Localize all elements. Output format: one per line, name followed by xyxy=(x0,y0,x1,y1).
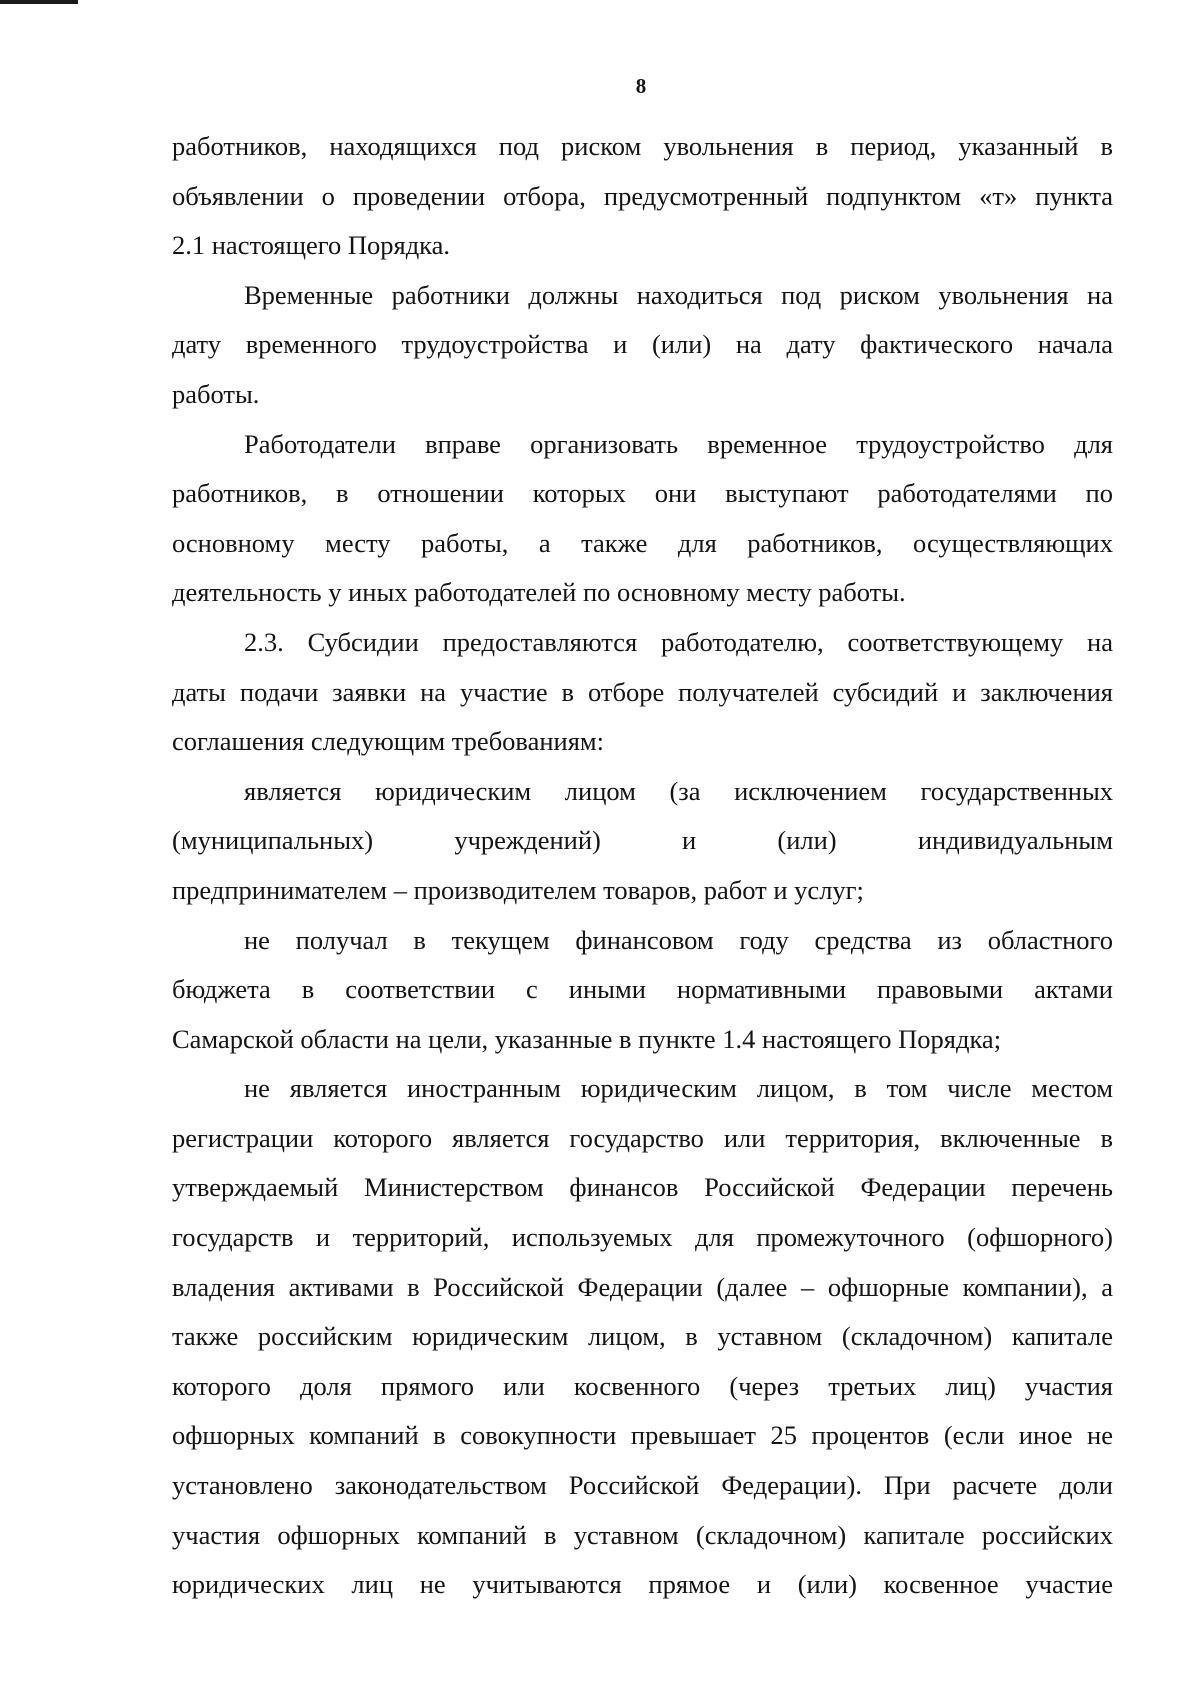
text-line: основному месту работы, а также для работников, осуществляющих xyxy=(172,527,1113,558)
text-line: соглашения следующим требованиям: xyxy=(172,726,605,757)
text-line: регистрации которого является государство или территория, включенные в xyxy=(172,1122,1113,1153)
text-line: является юридическим лицом (за исключением государственных xyxy=(244,775,1113,806)
text-line: которого доля прямого или косвенного (через третьих лиц) участия xyxy=(172,1370,1113,1401)
text-line: государств и территорий, используемых для промежуточного (офшорного) xyxy=(172,1222,1113,1253)
text-line: Самарской области на цели, указанные в пункте 1.4 настоящего Порядка; xyxy=(172,1023,1002,1054)
scan-edge-mark xyxy=(0,0,78,4)
text-line: установлено законодательством Российской Федерации). При расчете доли xyxy=(172,1470,1113,1501)
text-line: бюджета в соответствии с иными нормативными правовыми актами xyxy=(172,974,1113,1005)
text-line: даты подачи заявки на участие в отборе получателей субсидий и заключения xyxy=(172,676,1113,707)
text-line: участия офшорных компаний в уставном (складочном) капитале российских xyxy=(172,1519,1113,1550)
text-line: юридических лиц не учитываются прямое и (или) косвенное участие xyxy=(172,1569,1113,1600)
text-line: также российским юридическим лицом, в уставном (складочном) капитале xyxy=(172,1321,1113,1352)
text-line: Работодатели вправе организовать временное трудоустройство для xyxy=(244,428,1113,459)
page-number: 8 xyxy=(635,74,647,98)
text-line: 2.1 настоящего Порядка. xyxy=(172,230,451,261)
text-line: не является иностранным юридическим лицом, в том числе местом xyxy=(244,1073,1113,1104)
text-line: 2.3. Субсидии предоставляются работодателю, соответствующему на xyxy=(244,626,1113,657)
text-line: объявлении о проведении отбора, предусмотренный подпунктом «т» пункта xyxy=(172,180,1113,211)
text-line: владения активами в Российской Федерации (далее – офшорные компании), а xyxy=(172,1271,1113,1302)
text-line: утверждаемый Министерством финансов Российской Федерации перечень xyxy=(172,1172,1113,1203)
text-line: работников, находящихся под риском увольнения в период, указанный в xyxy=(172,131,1113,161)
text-line: работников, в отношении которых они выступают работодателями по xyxy=(172,478,1113,509)
body-text xyxy=(172,122,1113,1610)
text-line: не получал в текущем финансовом году средства из областного xyxy=(244,924,1113,955)
text-line: дату временного трудоустройства и (или) на дату фактического начала xyxy=(172,329,1113,360)
text-line: офшорных компаний в совокупности превышает 25 процентов (если иное не xyxy=(172,1420,1113,1451)
text-line: деятельность у иных работодателей по основному месту работы. xyxy=(172,577,906,608)
text-line: работы. xyxy=(172,378,260,409)
text-line: (муниципальных) учреждений) и (или) индивидуальным xyxy=(172,825,1113,856)
text-line: Временные работники должны находиться под риском увольнения на xyxy=(244,279,1113,310)
text-line: предпринимателем – производителем товаров, работ и услуг; xyxy=(172,874,864,905)
